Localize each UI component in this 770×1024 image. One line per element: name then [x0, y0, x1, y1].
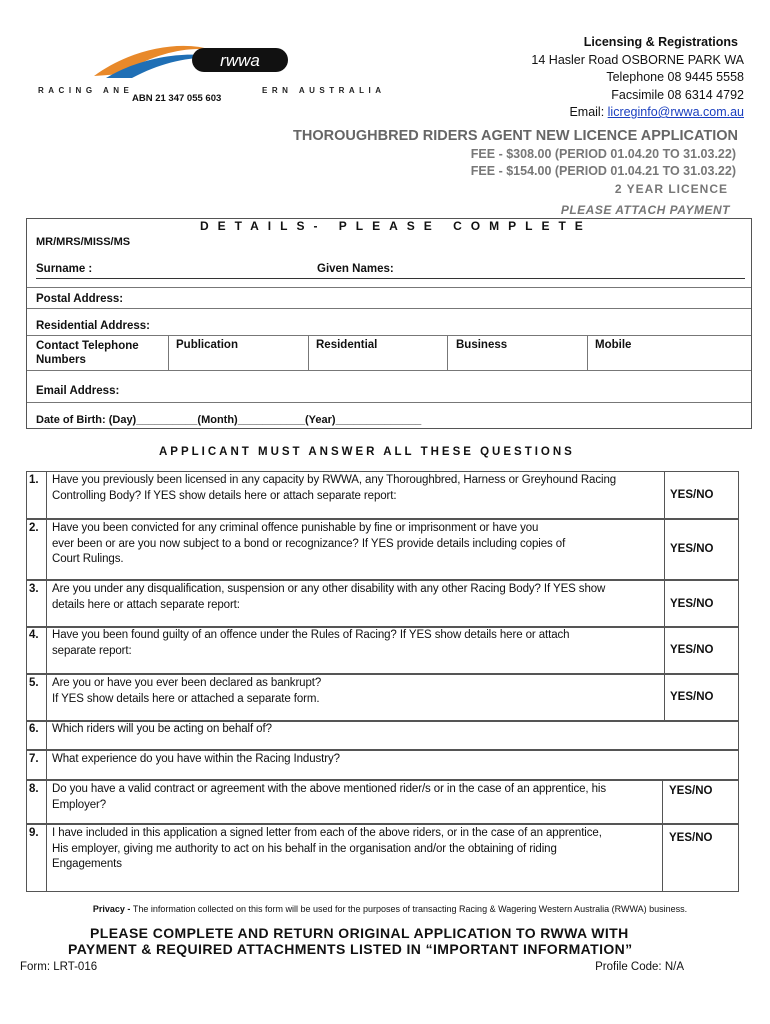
- divider: [27, 370, 751, 371]
- question-text-line: Controlling Body? If YES show details here or attach separate report:: [52, 489, 397, 502]
- divider: [662, 824, 663, 892]
- document-title: THOROUGHBRED RIDERS AGENT NEW LICENCE APPLICATION: [293, 128, 738, 144]
- divider: [664, 471, 665, 519]
- divider: [664, 519, 665, 580]
- phone-publication-field[interactable]: Publication: [176, 339, 238, 351]
- question-number: 2.: [29, 522, 39, 534]
- return-instruction-line1: PLEASE COMPLETE AND RETURN ORIGINAL APPLICATION TO RWWA WITH: [90, 925, 629, 941]
- questions-heading: APPLICANT MUST ANSWER ALL THESE QUESTIONS: [159, 446, 575, 458]
- postal-address-field[interactable]: Postal Address:: [36, 293, 124, 305]
- date-of-birth-field[interactable]: Date of Birth: (Day)__________(Month)___________(Year)______________: [36, 414, 422, 426]
- contact-title: Licensing & Registrations: [583, 35, 738, 49]
- email-address-field[interactable]: Email Address:: [36, 385, 120, 397]
- divider: [46, 780, 47, 824]
- yes-no-answer[interactable]: YES/NO: [670, 598, 714, 610]
- question-text-line: If YES show details here or attached a separate form.: [52, 692, 320, 705]
- question-text-line: Engagements: [52, 858, 122, 870]
- divider: [587, 336, 588, 370]
- question-text: [52, 722, 272, 738]
- divider: [46, 626, 47, 674]
- divider: [46, 720, 47, 750]
- privacy-text: The information collected on this form will be used for the purposes of transacting Racing & Wagering Western Australia (RWWA) business.: [132, 904, 688, 914]
- question-text-line: Have you been convicted for any criminal offence punishable by fine or imprisonment or have you: [52, 522, 539, 534]
- salutation-field[interactable]: MR/MRS/MISS/MS: [36, 236, 131, 248]
- divider: [46, 580, 47, 628]
- question-text-line: separate report:: [52, 644, 132, 657]
- phone-mobile-field[interactable]: Mobile: [595, 339, 632, 351]
- yes-no-answer[interactable]: YES/NO: [670, 691, 714, 703]
- contact-phone-label-line1: Contact Telephone: [36, 340, 139, 352]
- divider: [46, 750, 47, 780]
- logo-text: rwwa: [220, 51, 260, 70]
- email-label: Email:: [569, 105, 608, 119]
- divider: [46, 674, 47, 722]
- form-code: Form: LRT-016: [20, 961, 98, 973]
- surname-field[interactable]: Surname :: [36, 263, 93, 275]
- facsimile: Facsimile 08 6314 4792: [611, 87, 744, 102]
- question-number: 8.: [29, 783, 39, 795]
- question-number: 4.: [29, 629, 39, 641]
- question-text-line: Do you have a valid contract or agreement with the above mentioned rider/s or in the case of an apprentice, his: [52, 783, 607, 795]
- question-text: [52, 752, 340, 768]
- details-heading: DETAILS- PLEASE COMPLETE: [200, 219, 592, 233]
- logo-caption-left: RACING ANE: [38, 86, 134, 95]
- given-names-field[interactable]: Given Names:: [317, 263, 394, 275]
- divider: [27, 308, 751, 309]
- contact-phone-label: [36, 339, 139, 367]
- phone-residential-field[interactable]: Residential: [316, 339, 378, 351]
- residential-address-field[interactable]: Residential Address:: [36, 320, 150, 332]
- question-text: [52, 521, 565, 568]
- yes-no-answer[interactable]: YES/NO: [669, 785, 713, 797]
- divider: [27, 287, 751, 288]
- question-text-line: details here or attach separate report:: [52, 598, 240, 611]
- rwwa-logo: [92, 40, 292, 80]
- fee-line-2: FEE - $154.00 (PERIOD 01.04.21 TO 31.03.22): [470, 164, 736, 178]
- logo-caption-right: ERN AUSTRALIA: [262, 86, 386, 95]
- divider: [46, 519, 47, 580]
- question-text: [52, 826, 602, 873]
- question-text-line: Have you previously been licensed in any capacity by RWWA, any Thoroughbred, Harness or Greyhound Racing: [52, 474, 617, 486]
- divider: [664, 626, 665, 674]
- divider: [46, 824, 47, 892]
- privacy-label: Privacy -: [92, 904, 133, 914]
- phone-business-field[interactable]: Business: [456, 339, 508, 351]
- fee-line-1: FEE - $308.00 (PERIOD 01.04.20 TO 31.03.22): [470, 147, 736, 161]
- question-number: 5.: [29, 677, 39, 689]
- profile-code: Profile Code: N/A: [595, 961, 684, 973]
- licence-term: 2 YEAR LICENCE: [614, 182, 728, 196]
- question-number: 7.: [29, 753, 39, 765]
- yes-no-answer[interactable]: YES/NO: [669, 832, 713, 844]
- question-text: [52, 582, 605, 613]
- divider: [27, 402, 751, 403]
- divider: [662, 780, 663, 824]
- divider: [664, 580, 665, 628]
- question-text: [52, 676, 321, 707]
- question-text-line: Are you or have you ever been declared as bankrupt?: [52, 677, 322, 689]
- divider: [664, 674, 665, 722]
- surname-underline: [36, 278, 745, 279]
- yes-no-answer[interactable]: YES/NO: [670, 489, 714, 501]
- divider: [308, 336, 309, 370]
- abn-number: ABN 21 347 055 603: [132, 93, 222, 104]
- email-line: [531, 104, 744, 122]
- yes-no-answer[interactable]: YES/NO: [670, 644, 714, 656]
- question-number: 3.: [29, 583, 39, 595]
- divider: [27, 335, 751, 336]
- question-text-line: ever been or are you now subject to a bond or recognizance? If YES provide details including copies of: [52, 537, 566, 550]
- return-instruction-line2: PAYMENT & REQUIRED ATTACHMENTS LISTED IN “IMPORTANT INFORMATION”: [68, 941, 633, 957]
- yes-no-answer[interactable]: YES/NO: [670, 543, 714, 555]
- question-text-line: Employer?: [52, 798, 107, 811]
- address: 14 Hasler Road OSBORNE PARK WA: [531, 52, 744, 67]
- question-text-line: Which riders will you be acting on behalf of?: [52, 723, 272, 735]
- question-text-line: Are you under any disqualification, suspension or any other disability with any other Racing Body? If YES show: [52, 583, 606, 595]
- divider: [168, 336, 169, 370]
- contact-phone-label-line2: Numbers: [36, 354, 86, 366]
- question-text: [52, 628, 569, 659]
- question-number: 6.: [29, 723, 39, 735]
- question-text-line: What experience do you have within the Racing Industry?: [52, 753, 340, 765]
- privacy-notice: [40, 904, 740, 915]
- attach-payment-note: PLEASE ATTACH PAYMENT: [560, 203, 730, 217]
- divider: [46, 471, 47, 519]
- email-link[interactable]: licreginfo@rwwa.com.au: [607, 105, 744, 119]
- contact-block: [531, 34, 744, 122]
- question-text-line: I have included in this application a signed letter from each of the above riders, or in the case of an apprentice,: [52, 827, 602, 839]
- question-text: [52, 473, 616, 504]
- question-number: 1.: [29, 474, 39, 486]
- question-text-line: Have you been found guilty of an offence under the Rules of Racing? If YES show details here or attach: [52, 629, 570, 641]
- question-number: 9.: [29, 827, 39, 839]
- divider: [447, 336, 448, 370]
- question-text: [52, 782, 606, 813]
- telephone: Telephone 08 9445 5558: [606, 70, 744, 84]
- question-text-line: Court Rulings.: [52, 553, 124, 565]
- question-text-line: His employer, giving me authority to act on his behalf in the organisation and/or the obtaining of riding: [52, 842, 557, 855]
